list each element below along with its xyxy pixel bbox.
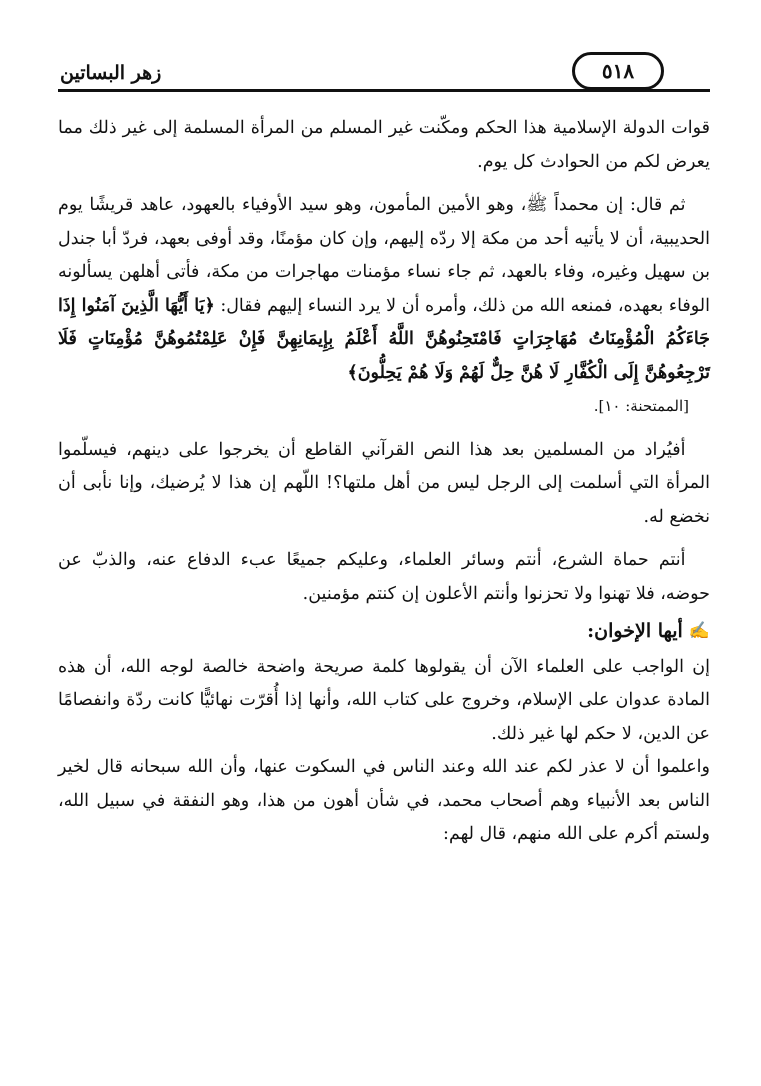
section-heading xyxy=(58,615,710,649)
book-title: زهر البساتين xyxy=(60,62,162,84)
pen-icon: ✍ xyxy=(688,621,710,641)
paragraph-6: واعلموا أن لا عذر لكم عند الله وعند الناس في السكوت عنها، وأن الله سبحانه قال لخير الناس بعد الأنبياء وهم أصحاب محمد، في شأن أهون من هذا، وهو النفقة في سبيل الله، ولستم أكرم على الله منهم، قال لهم: xyxy=(58,757,710,844)
section-heading-text: أيها الإخوان: xyxy=(587,620,683,642)
paragraph-2 xyxy=(58,189,710,390)
page-header xyxy=(58,48,710,96)
verse-citation: [الممتحنة: ١٠]. xyxy=(593,397,689,415)
paragraph-2-text: ثم قال: إن محمداً ﷺ، وهو الأمين المأمون، وهو سيد الأوفياء بالعهود، عاهد قريشًا يوم الحديبية، أن لا يأتيه أحد من مكة إلا ردّه إليهم، وإن كان مؤمنًا، وقد أوفى بعهد، فردّ أبا جندل بن سهيل وغيره، وفاء بالعهد، ثم جاء نساء مؤمنات مهاجرات من مكة، فأتى أهلهن يسألونه الوفاء بعهده، فمنعه الله من ذلك، وأمره أن لا يرد النساء إليهم فقال: xyxy=(58,195,710,316)
page-body xyxy=(58,112,710,852)
quran-verse: ﴿يَا أَيُّهَا الَّذِينَ آمَنُوا إِذَا جَاءَكُمُ الْمُؤْمِنَاتُ مُهَاجِرَاتٍ فَامْتَحِنُوهُنَّ اللَّهُ أَعْلَمُ بِإِيمَانِهِنَّ فَإِنْ عَلِمْتُمُوهُنَّ مُؤْمِنَاتٍ فَلَا تَرْجِعُوهُنَّ إِلَى الْكُفَّارِ لَا هُنَّ حِلٌّ لَهُمْ وَلَا هُمْ يَحِلُّونَ﴾ xyxy=(58,295,710,383)
paragraph-3: أفيُراد من المسلمين بعد هذا النص القرآني القاطع أن يخرجوا على دينهم، فيسلّموا المرأة التي أسلمت إلى الرجل ليس من أهل ملتها؟! اللّهم إن هذا لا يُرضيك، وإنا نأبى أن نخضع له. xyxy=(58,439,710,527)
page-number-badge: ٥١٨ xyxy=(572,52,664,90)
paragraph-5: إن الواجب على العلماء الآن أن يقولوها كلمة صريحة واضحة خالصة لوجه الله، أن هذه المادة عدوان على الإسلام، وخروج على كتاب الله، وأنها إذا أُقرّت نهائيًّا كانت ردّة وانفصامًا عن الدين، لا حكم لها غير ذلك. xyxy=(58,656,710,744)
paragraph-1: قوات الدولة الإسلامية هذا الحكم ومكّنت غير المسلم من المرأة المسلمة إلى غير ذلك مما يعرض لكم من الحوادث كل يوم. xyxy=(58,118,710,172)
paragraph-4: أنتم حماة الشرع، أنتم وسائر العلماء، وعليكم جميعًا عبء الدفاع عنه، والذبّ عن حوضه، فلا تهنوا ولا تحزنوا وأنتم الأعلون إن كنتم مؤمنين. xyxy=(58,550,710,604)
